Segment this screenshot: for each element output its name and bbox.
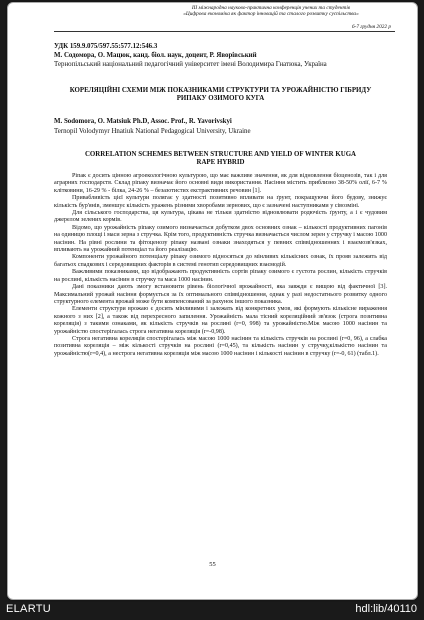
repository-label: ELARTU [6, 603, 51, 615]
udc-code: УДК 159.9.075/597.55:577.12:546.3 [54, 43, 158, 50]
body-paragraph: Привабливість цієї культури полягає у здатності позитивно впливати на ґрунт, покращуючи його будову, знижує кількість бур'янів, зменшує кількість уражень різними хворобами зернових, що є зазначені наступниками у сівозміні. [54, 195, 387, 209]
body-paragraph: Компоненти урожайного потенціалу ріпаку озимого відносяться до мінливих кількісних ознак, їх прояв залежить від багатьох спадкових і середовищних факторів в системі генотип середовищних взаємодій. [54, 254, 387, 268]
title-en: CORRELATION SCHEMES BETWEEN STRUCTURE AND YIELD OF WINTER KUGA RAPE HYBRID [84, 151, 357, 167]
body-paragraph: Ріпак є досить цінною агроекологічною культурою, що має важливе значення, як для відновлення біоценозів, так і для аграрних господарств. Склад ріпаку визначає його основні види використання. Насіння містить приблизно 38-50% олії, 6-7 % клітковини, 16-29 % - білка, 24-26 % – безазотистих екстрактивних речовин [1]. [54, 173, 387, 194]
body-paragraph: Відомо, що урожайність ріпаку озимого визначається добутком двох основних ознак – кількості продуктивних пагонів на одиницю площі і маси зерна з стручка. Крім того, продуктивність стручка визначається числом зерен у стручку і масою 1000 насінин. На рівні рослини та фітоценозу ріпаку названі ознаки знаходяться у певних співвідношеннях і взаємозв'язках, впливають на урожайний потенціал та його реалізацію. [54, 224, 387, 254]
handle-id: hdl:lib/40110 [355, 603, 417, 615]
document-page [7, 2, 418, 600]
conference-line-1: ІІІ міжнародна науково-практична конференція учених та студентів [191, 5, 351, 11]
header-rule [54, 31, 395, 32]
affiliation-ua: Тернопільський національний педагогічний університет імені Володимира Гнатюка, Україна [54, 61, 327, 68]
body-paragraph: Елементи структури врожаю є досить мінливими і залежать від конкретних умов, які формують кількісне вираження кожного з них [2], а також від перехресного запилення. Урожайність мала тісний кореляційний зв'язок (строга позитивна кореляція) з такими ознаками, як кількість стручків на рослині (r=0, 998) та урожайністю.Між масою 1000 насінин та урожайністю спостерігалась строга негативна кореляція (r=-0,98). [54, 306, 387, 335]
body-paragraph: Дані показники дають змогу встановити рівень біологічної врожайності, яка завжди є вищою від фактичної [3]. Максимальний урожай насіння формується за їх оптимального співвідношення, однак у разі недостатнього розвитку одного структурного елемента врожай може бути компенсований за рахунок іншого показника. [54, 284, 387, 305]
conference-header [151, 5, 391, 18]
authors-en: M. Sodomora, O. Matsiuk Ph.D, Assoc. Prof., R. Yavorivskyi [54, 118, 232, 125]
title-ua: КОРЕЛЯЦІЙНІ СХЕМИ МІЖ ПОКАЗНИКАМИ СТРУКТУРИ ТА УРОЖАЙНІСТЮ ГІБРИДУ РИПАКУ ОЗИМОГО КУГА [69, 87, 372, 103]
body-paragraph: Для сільського господарства, ця культура, цікава не тільки здатністю відновлювати родючість ґрунту, а і є чудовим джерелом зелених кормів. [54, 210, 387, 224]
article-body [54, 173, 387, 358]
body-paragraph: Строга негативна кореляція спостерігалась між масою 1000 насінин та кількість стручків на рослині (r=0, 96), а слабка позитивна кореляція – між кількості стручків на рослині (r=0,45), та кількість насінин у стручку,кількістю насінин та урожайністю(r=0,4), а нестрога негативна кореляція між масою 1000 насінин і кількості насінин в стручку (r=-0, 61) (табл.1). [54, 335, 387, 357]
conference-date: 6-7 грудня 2022 р [351, 24, 391, 30]
affiliation-en: Ternopil Volodymyr Hnatiuk National Pedagogical University, Ukraine [54, 128, 251, 135]
page-number: 55 [209, 561, 216, 568]
authors-ua: М. Содомора, О. Мацюк, канд. біол. наук, доцент, Р. Яворівський [54, 52, 257, 59]
conference-line-2: «Цифрова економіка як фактор інновацій та сталого розвитку суспільства» [183, 11, 359, 18]
body-paragraph: Важливими показниками, що відображають продуктивність сортів ріпаку озимого є густота рослин, кількість стручків на рослині, кількість насінин в стручку та маса 1000 насінин. [54, 269, 387, 283]
